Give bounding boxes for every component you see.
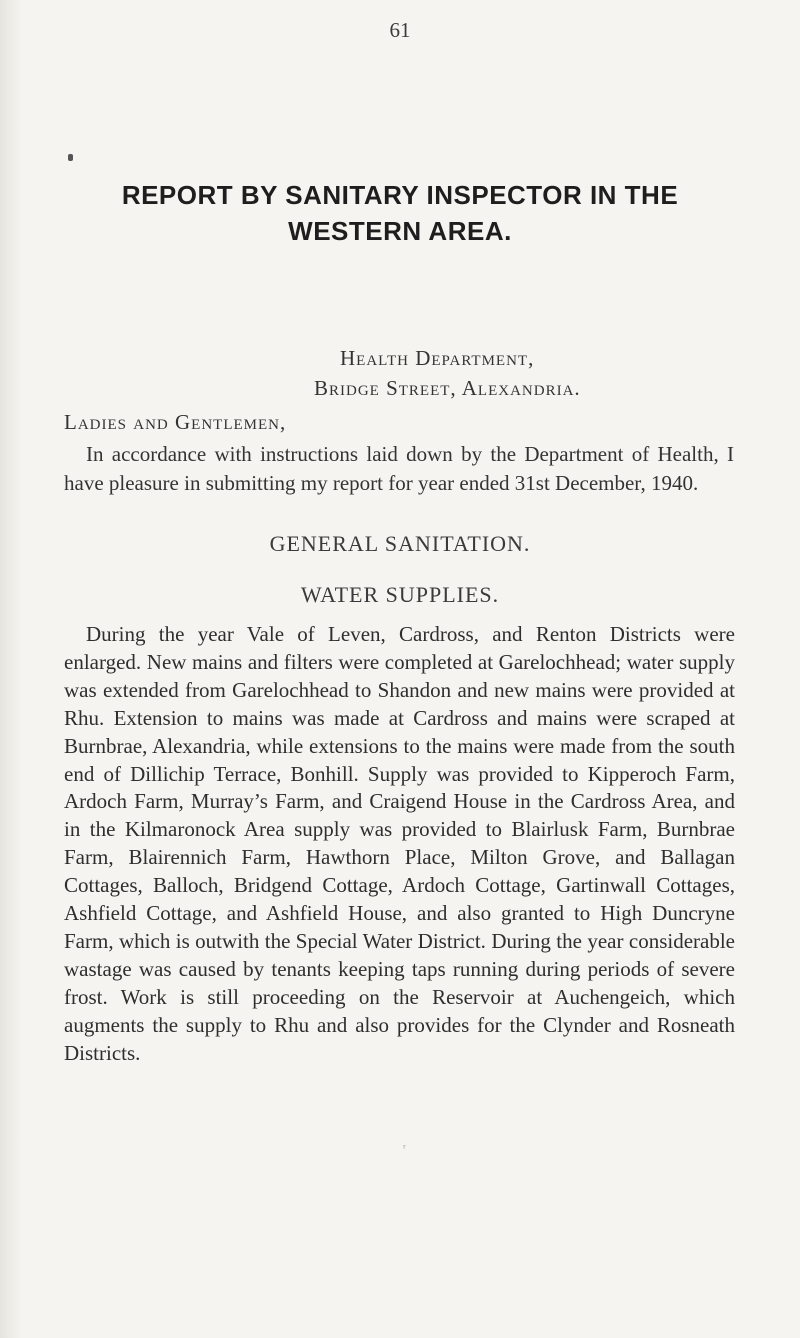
page-edge-shadow (0, 0, 22, 1338)
section-heading-water-supplies: WATER SUPPLIES. (300, 582, 500, 607)
section-heading-general-sanitation: GENERAL SANITATION. (269, 531, 531, 556)
report-title: REPORT BY SANITARY INSPECTOR IN THE WESTERN AREA. (121, 180, 679, 246)
water-supplies-paragraph: During the year Vale of Leven, Cardross, and Renton Districts were enlarged. New mains and filters were completed at Garelochhead; water supply was extended from Garelochhead to Shandon and new mains were provided at Rhu. Extension to mains was made at Cardross and mains were scraped at Burnbrae, Alexandria, while extensions to the mains were made from the south end of Dillichip Terrace, Bonhill. Supply was provided to Kipperoch Farm, Ardoch Farm, Murray’s Farm, and Craigend House in the Cardross Area, and in the Kilmaronock Area supply was provided to Blairlusk Farm, Burnbrae Farm, Blairennich Farm, Hawthorn Place, Milton Grove, and Ballagan Cottages, Balloch, Bridgend Cottage, Ardoch Cottage, Gartinwall Cottages, Ashfield Cottage, and Ashfield House, and also granted to High Duncryne Farm, which is outwith the Special Water District. During the year considerable wastage was caused by tenants keeping taps running during periods of severe frost. Work is still proceeding on the Reservoir at Auchengeich, which augments the supply to Rhu and also provides for the Clynder and Rosneath Districts. (64, 622, 735, 1065)
stray-mark: ʳ (403, 1141, 406, 1155)
ink-mark (68, 154, 73, 161)
address-line-2: Bridge Street, Alexandria. (314, 376, 581, 400)
page-number: 61 (389, 18, 411, 42)
intro-paragraph: In accordance with instructions laid down by the Department of Health, I have pleasure in submitting my report for year ended 31st December, 1940. (64, 442, 734, 495)
salutation: Ladies and Gentlemen, (64, 410, 287, 434)
address-line-1: Health Department, (340, 346, 535, 370)
